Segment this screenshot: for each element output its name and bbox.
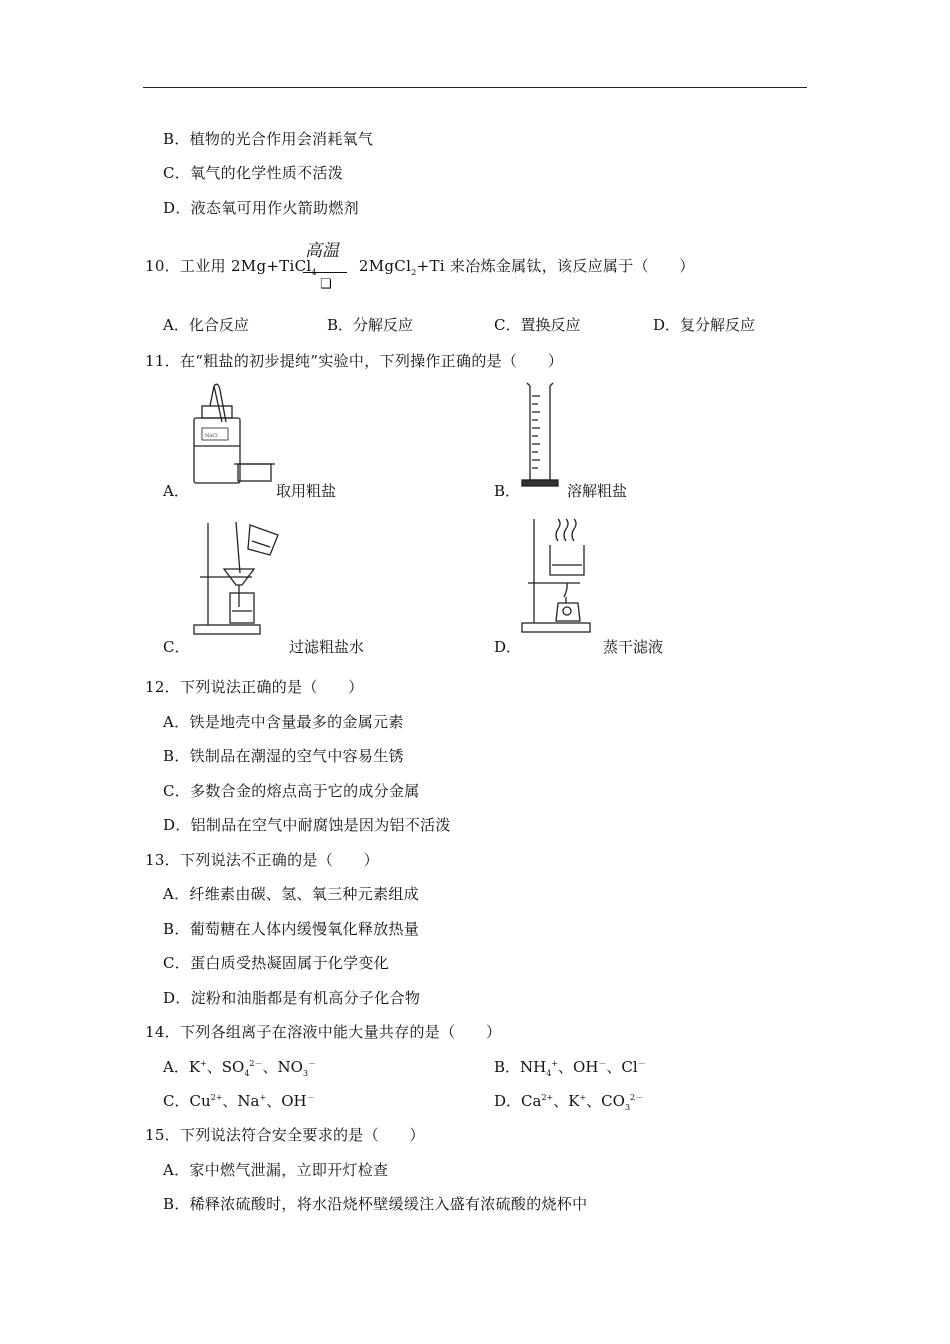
- q10-rest: +Ti 来冶炼金属钛，该反应属于（ ）: [416, 257, 695, 275]
- q13-option-b: B．葡萄糖在人体内缓慢氧化释放热量: [163, 920, 420, 938]
- q12-option-c: C．多数合金的熔点高于它的成分金属: [163, 782, 420, 800]
- q15-stem: 15．下列说法符合安全要求的是（ ）: [145, 1126, 425, 1144]
- q9-option-b: B．植物的光合作用会消耗氧气: [163, 130, 374, 148]
- q14-option-a: A．K+、$SO_4^{2-}$、$NO_3^-$: [163, 1058, 317, 1078]
- q15-option-b: B．稀释浓硫酸时，将水沿烧杯壁缓缓注入盛有浓硫酸的烧杯中: [163, 1195, 588, 1213]
- q10-prefix: 10．工业用 2Mg+TiCl: [145, 257, 312, 275]
- q13-option-c: C．蛋白质受热凝固属于化学变化: [163, 954, 389, 972]
- q10-box-glyph: ❑: [320, 277, 332, 292]
- q10-sub4: 4: [311, 268, 317, 277]
- q14-stem: 14．下列各组离子在溶液中能大量共存的是（ ）: [145, 1023, 502, 1041]
- q10-option-c: C．置换反应: [494, 316, 581, 334]
- q15-option-a: A．家中燃气泄漏，立即开灯检查: [163, 1161, 389, 1179]
- figure-d-evaporate-filtrate: [520, 517, 610, 635]
- q10-condition-gaowen: 高温: [305, 241, 339, 261]
- q13-option-d: D．淀粉和油脂都是有机高分子化合物: [163, 989, 421, 1007]
- q10-option-a: A．化合反应: [163, 316, 249, 334]
- q10-option-d: D．复分解反应: [653, 316, 756, 334]
- q11-option-a-letter: A．: [163, 482, 189, 500]
- q14-option-d: D．$Ca^{2+}$、K+、$CO_3^{2-}$: [494, 1092, 644, 1112]
- q14-option-c: C．$Cu^{2+}$、Na+、OH－: [163, 1092, 315, 1110]
- q11-option-d-label: 蒸干滤液: [603, 638, 664, 656]
- q11-option-d-letter: D．: [494, 638, 522, 656]
- q10-stem: [145, 256, 695, 276]
- figure-b-dissolve-salt: [518, 382, 563, 490]
- q9-option-c: C．氧气的化学性质不活泼: [163, 164, 344, 182]
- q12-option-b: B．铁制品在潮湿的空气中容易生锈: [163, 747, 404, 765]
- q10-product1: 2MgCl: [358, 257, 412, 275]
- q12-option-d: D．铝制品在空气中耐腐蚀是因为铝不活泼: [163, 816, 451, 834]
- q10-sub2: 2: [411, 268, 417, 277]
- q13-option-a: A．纤维素由碳、氢、氧三种元素组成: [163, 885, 419, 903]
- q12-stem: 12．下列说法正确的是（ ）: [145, 678, 364, 696]
- q11-stem: 11．在“粗盐的初步提纯”实验中，下列操作正确的是（ ）: [145, 352, 564, 370]
- q11-option-a-label: 取用粗盐: [276, 482, 337, 500]
- figure-c-filter-salt-water: [190, 517, 290, 637]
- header-rule: [143, 87, 807, 88]
- q12-option-a: A．铁是地壳中含量最多的金属元素: [163, 713, 404, 731]
- svg-text:NaCl: NaCl: [205, 433, 218, 439]
- q9-option-d: D．液态氧可用作火箭助燃剂: [163, 199, 359, 217]
- q10-reaction-line: [303, 272, 347, 273]
- q11-option-b-label: 溶解粗盐: [567, 482, 628, 500]
- q13-stem: 13．下列说法不正确的是（ ）: [145, 851, 379, 869]
- q11-option-c-letter: C．: [163, 638, 190, 656]
- q14-option-b: B．$NH_4^+$、OH－、Cl－: [494, 1058, 646, 1078]
- figure-a-take-salt: [188, 382, 278, 487]
- q10-option-b: B．分解反应: [327, 316, 414, 334]
- q11-option-b-letter: B．: [494, 482, 521, 500]
- q11-option-c-label: 过滤粗盐水: [289, 638, 365, 656]
